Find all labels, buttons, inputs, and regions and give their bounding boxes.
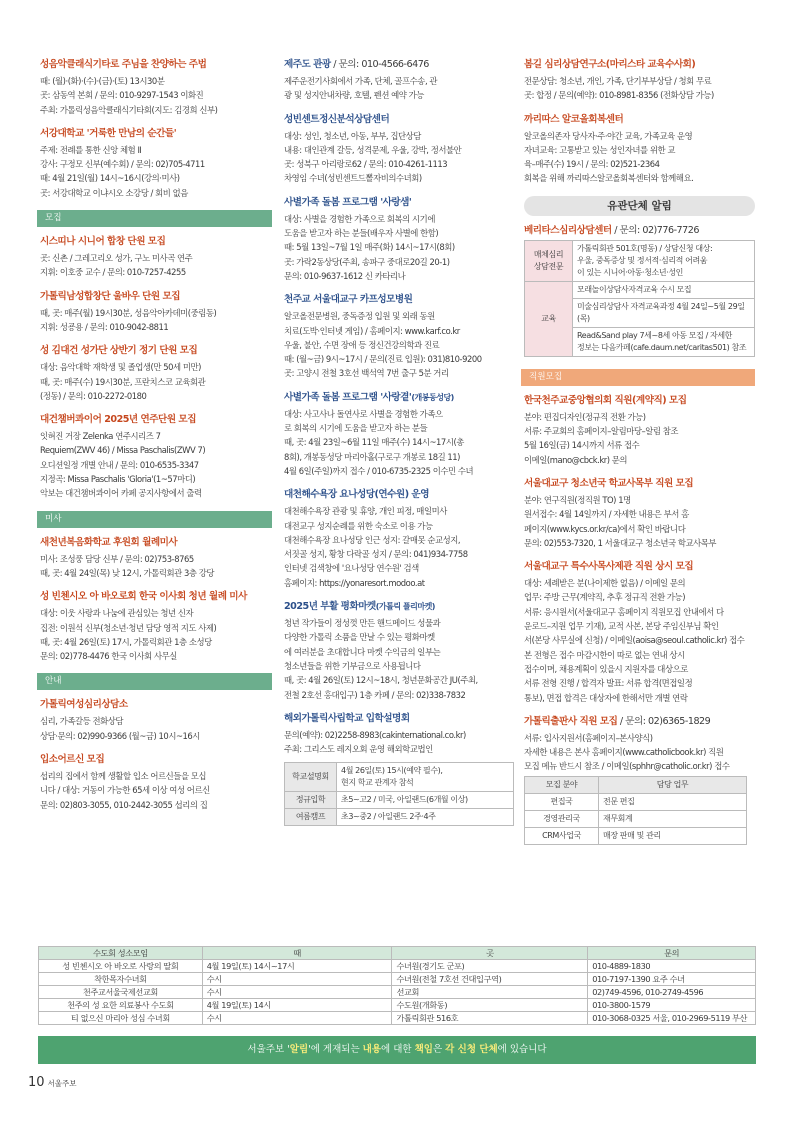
notice-title [40, 235, 272, 249]
table-value [573, 327, 755, 356]
notice-title-text: 새천년복음화학교 후원회 월례미사 [40, 536, 178, 548]
table-header: 때 [202, 947, 392, 960]
table-label: 학교설명회 [285, 763, 337, 792]
table-label: 여름캠프 [285, 809, 337, 826]
table-header-row [39, 947, 756, 960]
notice-item [284, 113, 514, 186]
section-tab: 안내 [37, 673, 272, 690]
notice-title [40, 413, 272, 427]
notice-title-contact: / 문의: 02)776-7726 [611, 224, 699, 236]
notice-line: 제주운전기사회에서 가족, 단체, 골프수송, 관 [284, 76, 438, 86]
notice-title-text: 서강대학교 '거룩한 만남의 순간들' [40, 127, 177, 139]
table-cell: 4월 19일(토) 14시~17시 [202, 960, 392, 973]
notice-title [284, 293, 514, 307]
notice-title-text: 가톨릭여성심리상담소 [40, 699, 128, 711]
notice-title-text: 까리따스 알코올회복센터 [524, 113, 624, 125]
notice-line: 전철 2호선 홍대입구) 1층 카페 / 문의: 02)338-7832 [284, 689, 466, 700]
table-cell: 천주의 성 요한 의료봉사 수도회 [39, 999, 203, 1012]
table-cell: CRM사업국 [525, 827, 599, 844]
notice-title-contact: / 문의: 02)6365-1829 [617, 715, 711, 727]
notice-line: 이메일(mano@cbck.kr) 문의 [524, 454, 628, 465]
notice-line: 지정곡: Missa Paschalis 'Gloria'(1~57마디) [40, 474, 196, 485]
notice-title [284, 196, 514, 210]
notice-item [524, 113, 755, 186]
table-value-line: 우울, 중독증상 및 정서적·심리적 어려움 [577, 255, 708, 265]
notice-item [40, 58, 272, 117]
notice-title-text: 한국천주교중앙협의회 직원(계약직) 모집 [524, 394, 687, 406]
notice-line: 서류: 입사지원서(홈페이지–본사양식) [524, 732, 653, 743]
notice-title [40, 698, 272, 712]
notice-line: 대전교구 성지순례를 위한 숙소로 이용 가능 [284, 520, 433, 531]
table-row [525, 827, 747, 844]
publisher-jobs-table [524, 776, 747, 845]
notice-line: 업무: 주방 근무(계약직, 추후 정규직 전환 가능) [524, 592, 686, 603]
notice-title [524, 715, 755, 729]
table-value-line: 정보는 다음카페(cafe.daum.net/caritas501) 참조 [577, 342, 747, 352]
notice-line: 서류: 응시원서(서울대교구 홈페이지 직원모집 안내에서 다 [524, 606, 724, 617]
notice-line: 5월 16일(금) 14시까지 서류 접수 [524, 440, 640, 451]
table-value-line: 미술심리상담사 자격교육과정 4월 24일~5월 29일 (목) [577, 301, 745, 323]
table-row [525, 793, 747, 810]
table-row [39, 999, 756, 1012]
notice-line: Requiem(ZWV 46) / Missa Paschalis(ZWV 7) [40, 445, 206, 456]
table-cell: 수녀원(전철 7호선 건대입구역) [392, 973, 588, 986]
notice-title-contact: / 문의: 010-4566-6476 [330, 59, 429, 70]
table-cell: 010-3800-1579 [588, 999, 756, 1012]
notice-line: 분야: 편집디자인(정규직 전환 가능) [524, 411, 646, 422]
notice-item [40, 127, 272, 200]
notice-title-text: 서울대교구 특수사목사제관 직원 상시 모집 [524, 561, 694, 573]
notice-line: 지휘: 이호중 교수 / 문의: 010-7257-4255 [40, 267, 186, 278]
notice-item [284, 488, 514, 590]
notice-item [524, 715, 755, 774]
notice-item [284, 391, 514, 478]
notice-line: 대천해수욕장 관광 및 휴양, 개인 피정, 매일미사 [284, 506, 447, 517]
notice-line: 대상: 사별을 경험한 가족으로 회복의 시기에 [284, 213, 435, 224]
notice-line: 문의: 010-9637-1612 신 카타리나 [284, 270, 406, 281]
table-cell: 수녀원(경기도 군포) [392, 960, 588, 973]
table-row [39, 1012, 756, 1025]
notice-line: 자녀교육: 고통받고 있는 성인자녀를 위한 교 [524, 144, 675, 155]
notice-line: 8회), 개봉동성당 마리아홀(구로구 개봉로 18길 11) [284, 451, 461, 462]
notice-line: 대천해수욕장 요나성당 인근 성지: 갈매못 순교성지, [284, 534, 461, 545]
notice-title-text: 사별가족 돌봄 프로그램 '사랑샘' [284, 196, 412, 208]
notice-line: 문의: 02)803-3055, 010-2442-3055 섭리의 집 [40, 799, 208, 810]
notice-item [284, 58, 514, 103]
notice-line: 지휘: 성굥용 / 문의: 010-9042-8811 [40, 321, 169, 332]
notice-line: 오디션일정 개별 안내 / 문의: 010-6535-3347 [40, 459, 199, 470]
table-header: 수도회 성소모임 [39, 947, 203, 960]
table-value [573, 281, 755, 298]
table-row [525, 810, 747, 827]
notice-line: 곳: 고양시 전철 3호선 백석역 7번 출구 5분 거리 [284, 368, 449, 379]
notice-line: 원서접수: 4월 14일까지 / 자세한 내용은 부서 홈 [524, 509, 689, 520]
table-header: 담당 업무 [599, 776, 747, 793]
notice-line: (정동) / 문의: 010-2272-0180 [40, 390, 147, 401]
notice-line: 자세한 내용은 본사 홈페이지(www.catholicbook.kr) 직원 [524, 747, 724, 758]
notice-title-text: 대천해수욕장 요나성당(연수원) 운영 [284, 489, 429, 501]
table-value-line: 초3~중2 / 아일랜드 2주·4주 [341, 812, 436, 822]
notice-line: 4월 6일(주일)까지 접수 / 010-6735-2325 이수민 수녀 [284, 465, 474, 476]
notice-line: 문의: 02)778-4476 한국 이사회 사무실 [40, 651, 177, 662]
notice-line: 서류: 주교회의 홈페이지–알림마당–알림 참조 [524, 426, 679, 437]
notice-line: 본 전형은 접수 마감시한이 따로 없는 연내 상시 [524, 649, 685, 660]
notice-line: 대상: 사고사나 돌연사로 사별을 경험한 가족으 [284, 408, 443, 419]
table-header: 곳 [392, 947, 588, 960]
notice-title-text: 성음악클래식기타로 주님을 찬양하는 주법 [40, 59, 207, 70]
column-middle [284, 58, 514, 826]
table-cell: 4월 19일(토) 14시 [202, 999, 392, 1012]
table-row [525, 240, 755, 281]
notice-item [284, 712, 514, 757]
notice-item [284, 600, 514, 702]
notice-title [524, 224, 755, 238]
notice-line: 치료(도박·인터넷 게임) / 홈페이지: www.karf.co.kr [284, 325, 460, 336]
notice-item [524, 477, 755, 550]
notice-line: 차영임 수녀(성빈센트드뽈자비의수녀회) [284, 173, 422, 184]
notice-line: 미사: 조성풍 담당 신부 / 문의: 02)753-8765 [40, 553, 194, 564]
notice-line: 모집 메뉴 반드시 참조 / 이메일(sphhr@catholic.or.kr) 접수 [524, 761, 730, 772]
notice-line: 페이지(www.kycs.or.kr/ca)에서 확인 바랍니다 [524, 523, 686, 534]
notice-title-text: 대건챔버콰이어 2025년 연주단원 모집 [40, 414, 196, 426]
table-cell: 전문 편집 [599, 793, 747, 810]
table-cell: 02)749-4596, 010-2749-4596 [588, 986, 756, 999]
notice-line: 때, 곳: 매주(월) 19시30분, 성음악아카데미(중림동) [40, 307, 217, 318]
notice-title-text: 2025년 부활 평화마켓 [284, 601, 376, 613]
table-value [337, 792, 514, 809]
page-footer [28, 1075, 77, 1090]
table-cell: 천주교서울국제선교회 [39, 986, 203, 999]
notice-line: 접수이며, 채용계획이 있을시 지원자를 대상으로 [524, 663, 688, 674]
notice-line: 알코올전문병원, 중독증정 입원 및 외래 동원 [284, 311, 435, 322]
notice-line: 알코올의존자 당사자·주·야간 교육, 가족교육 운영 [524, 130, 693, 141]
notice-line: 내용: 대인관계 갈등, 성격문제, 우울, 강박, 정서불안 [284, 144, 462, 155]
notice-line: 대상: 음악대학 재학생 및 졸업생(만 50세 미만) [40, 362, 201, 373]
notice-line: 에 여러분을 초대합니다 마켓 수익금의 일부는 [284, 646, 441, 657]
notice-title [284, 391, 514, 405]
table-row [285, 809, 514, 826]
notice-title [40, 127, 272, 141]
notice-item [524, 560, 755, 705]
section-tab: 모집 [37, 210, 272, 227]
table-value-line: 이 있는 시니어·아동·청소년·성인 [577, 267, 683, 277]
table-row [39, 960, 756, 973]
table-cell: 010-3068-0325 서울, 010-2969-5119 부산 [588, 1012, 756, 1025]
notice-title-text: 성빈센트정신분석상담센터 [284, 113, 390, 125]
notice-line: 곳: 성북구 아리랑로62 / 문의: 010-4261-1113 [284, 159, 448, 170]
notice-line: 문의(예약): 02)2258-8983(cakinternational.co.kr) [284, 729, 466, 740]
notice-title [284, 600, 514, 614]
notice-item [524, 394, 755, 467]
notice-title [40, 290, 272, 304]
notice-line: 인터넷 검색창에 '요나성당 연수원' 검색 [284, 563, 419, 574]
notice-line: 곳: 서강대학교 이냐시오 소강당 / 회비 없음 [40, 187, 188, 198]
notice-line: 때: (월~금) 9시~17시 / 문의(진료 입원): 031)810-9200 [284, 354, 482, 365]
notice-line: 육–매주(수) 19시 / 문의: 02)521-2364 [524, 159, 660, 170]
notice-line: 청년 작가들이 정성껏 만든 핸드메이드 성물과 [284, 618, 441, 629]
table-row [525, 281, 755, 298]
notice-line: 섭리의 집에서 함께 생활할 입소 어르신들을 모십 [40, 771, 207, 782]
table-value-line: 모래놀이상담사자격교육 수시 모집 [577, 284, 692, 294]
notice-line: 때, 곳: 4월 26일(토) 17시, 가톨릭회관 1층 소성당 [40, 636, 212, 647]
notice-line: 때, 곳: 4월 23일~6월 11일 매주(수) 14시~17시(총 [284, 437, 464, 448]
notice-line: 서짓골 성지, 황창 다락골 성지 / 문의: 041)934-7758 [284, 549, 468, 560]
notice-line: 로 회복의 시기에 도움을 받고자 하는 분들 [284, 423, 428, 434]
notice-title-text: 천주교 서울대교구 카프성모병원 [284, 294, 413, 306]
notice-line: 홈페이지: https://yonaresort.modoo.at [284, 577, 425, 588]
notice-title-text: 입소어르신 모집 [40, 754, 105, 766]
table-cell: 010-4889-1830 [588, 960, 756, 973]
school-info-table [284, 762, 514, 826]
notice-line: 곳: 신촌 / 그레고리오 성가, 구노 미사곡 연주 [40, 253, 193, 264]
notice-line: 광 및 성지안내차량, 호텔, 펜션 예약 가능 [284, 90, 424, 101]
notice-line: 곳: 가락2동상당(주최, 송파구 중대로20길 20-1) [284, 256, 450, 267]
table-cell: 수시 [202, 1012, 392, 1025]
notice-line: 서(본당 사무실에 신청) / 이메일(aoisa@seoul.catholic.kr) 접수 [524, 635, 745, 646]
notice-title [524, 394, 755, 408]
notice-line: 잇혀진 거장 Zelenka 연주시리즈 7 [40, 431, 161, 442]
section-tab: 미사 [37, 511, 272, 528]
notice-title-text: 봄길 심리상담연구소(마리스타 교육수사회) [524, 59, 696, 70]
notice-title-text: 성 빈첸시오 아 바오로회 한국 이사회 청년 월례 미사 [40, 591, 247, 603]
notice-title [524, 560, 755, 574]
table-header: 모집 분야 [525, 776, 599, 793]
notice-line: 주제: 전례를 통한 신앙 체험 Ⅱ [40, 144, 142, 155]
notice-item [284, 293, 514, 380]
religious-order-table [38, 946, 756, 1025]
notice-item [40, 753, 272, 812]
table-cell: 수도원(개화동) [392, 999, 588, 1012]
notice-item [40, 290, 272, 335]
notice-line: 대상: 이웃 사랑과 나눔에 관심있는 청년 신자 [40, 608, 194, 619]
notice-title-text: 가톨릭출판사 직원 모집 [524, 715, 618, 727]
table-value-line: 초5~고2 / 미국, 아일랜드(6개월 이상) [341, 795, 468, 805]
notice-title-text: 해외가톨릭사립학교 입학설명회 [284, 712, 410, 724]
notice-title-text: 제주도 관광 [284, 59, 331, 70]
veritas-table [524, 240, 755, 357]
notice-title-text: 베리타스심리상담센터 [524, 224, 612, 236]
table-value-line: 가톨릭회관 501호(명동) / 상담신청 대상: [577, 243, 713, 253]
notice-item [40, 235, 272, 280]
table-value [573, 240, 755, 281]
table-label: 매체심리 상담전문 [525, 240, 573, 281]
notice-line: 우울, 불안, 수면 장애 등 정신건강의학과 진료 [284, 339, 440, 350]
disclaimer-banner: 서울주보 '알림'에 게재되는 내용에 대한 책임은 각 신청 단체에 있습니다 [38, 1036, 756, 1064]
column-left [40, 58, 272, 822]
table-value [573, 298, 755, 327]
table-row [285, 792, 514, 809]
notice-line: 서류 전형 진행 / 합격자 발표: 서류 합격(면접일정 [524, 678, 693, 689]
notice-title [284, 113, 514, 127]
table-label: 정규입학 [285, 792, 337, 809]
notice-item [524, 58, 755, 103]
table-cell: 경영관리국 [525, 810, 599, 827]
notice-title-text: 성 김대건 성가단 상반기 정기 단원 모집 [40, 345, 198, 357]
notice-title [284, 58, 514, 72]
notice-title-note: (개봉동성당) [411, 392, 454, 402]
notice-item [40, 590, 272, 663]
notice-item [40, 344, 272, 403]
notice-line: 도움을 받고자 하는 분들(배우자 사별에 한함) [284, 228, 439, 239]
notice-title-text: 가톨릭남성합창단 울바우 단원 모집 [40, 290, 181, 302]
notice-title [284, 712, 514, 726]
notice-title [40, 536, 272, 550]
table-cell: 수시 [202, 986, 392, 999]
notice-line: 때, 곳: 4월 24일(목) 낮 12시, 가톨릭회관 3층 강당 [40, 567, 215, 578]
notice-line: 집전: 이원석 신부(청소년·청년 담당 영적 지도 사제) [40, 622, 217, 633]
notice-line: 회복을 위해 까리따스알코올회복센터와 함께해요. [524, 173, 694, 184]
notice-title [40, 344, 272, 358]
notice-line: 때: 4월 21일(월) 14시~16시(강의·미사) [40, 173, 180, 184]
section-tab: 직원모집 [521, 369, 755, 386]
notice-title [524, 477, 755, 491]
table-value [337, 809, 514, 826]
table-row [39, 973, 756, 986]
table-cell: 010-7197-1390 요주 수녀 [588, 973, 756, 986]
notice-title [524, 58, 755, 72]
notice-item [40, 536, 272, 581]
column-right [524, 58, 755, 845]
table-cell: 재무회계 [599, 810, 747, 827]
notice-line: 때: (월)·(화)·(수)·(금)·(토) 13시30분 [40, 76, 165, 86]
table-label: 교육 [525, 281, 573, 356]
notice-line: 통보), 면접 합격은 대상자에 한해서만 개별 연락 [524, 692, 688, 703]
page-number: 10 [28, 1075, 45, 1090]
notice-line: 곳: 삼동역 본회 / 문의: 010-9297-1543 이화진 [40, 90, 204, 101]
notice-line: 곳: 합정 / 문의(예약): 010-8981-8356 (전화상담 가능) [524, 90, 714, 101]
table-cell: 매장 판매 및 관리 [599, 827, 747, 844]
notice-line: 대상: 성인, 청소년, 아동, 부부, 집단상담 [284, 130, 421, 141]
table-value-line: Read&Sand play 7세~8세 아동 모집 / 자세한 [577, 330, 732, 340]
notice-title [40, 753, 272, 767]
notice-line: 운로드–지원 업무 기재), 교적 사본, 본당 주임신부님 확인 [524, 621, 719, 632]
notice-line: 전문상담: 청소년, 개인, 가족, 단기부부상담 / 청회 무료 [524, 76, 712, 86]
table-value-line: 현지 학교 관계자 참석 [341, 778, 414, 788]
table-cell: 성 빈첸시오 아 바오로 사랑의 딸회 [39, 960, 203, 973]
notice-line: 청소년들을 위한 기부금으로 사용됩니다 [284, 660, 421, 671]
notice-line: 상담·문의: 02)990-9366 (월~금) 10시~16시 [40, 730, 200, 741]
table-header: 문의 [588, 947, 756, 960]
notice-item [40, 698, 272, 743]
notice-line: 분야: 연구직원(정직원 TO) 1명 [524, 494, 631, 505]
notice-line: 심리, 가족갈등 전화상담 [40, 716, 124, 727]
notice-title [284, 488, 514, 502]
notice-line: 강사: 구정모 신부(예수회) / 문의: 02)705-4711 [40, 159, 205, 170]
notice-title [40, 590, 272, 604]
notice-title-text: 사별가족 돌봄 프로그램 '사랑곁' [284, 391, 412, 403]
table-cell: 선교회 [392, 986, 588, 999]
notice-item [284, 196, 514, 283]
table-row [39, 986, 756, 999]
table-cell: 티 없으신 마리아 성심 수녀회 [39, 1012, 203, 1025]
related-groups-heading: 유관단체 알림 [524, 196, 755, 216]
notice-line: 다양한 가톨릭 소품을 만날 수 있는 평화마켓 [284, 632, 435, 643]
table-cell: 편집국 [525, 793, 599, 810]
notice-line: 때: 5월 13일~7월 1일 매주(화) 14시~17시(8회) [284, 242, 455, 253]
notice-line: 대상: 세례받은 분(나이제한 없음) / 이메일 문의 [524, 578, 686, 589]
notice-line: 악보는 대건챔버콰이어 카페 공지사항에서 출력 [40, 488, 202, 499]
table-cell: 수시 [202, 973, 392, 986]
notice-line: 주최: 가톨릭성음악클래식기타회(지도: 김경희 신부) [40, 104, 218, 115]
table-row [285, 763, 514, 792]
notice-title [40, 58, 272, 72]
notice-line: 니다 / 대상: 거동이 가능한 65세 이상 여성 어르신 [40, 785, 210, 796]
notice-title-text: 시스띠나 시니어 합창 단원 모집 [40, 236, 166, 248]
publication-name: 서울주보 [47, 1079, 77, 1088]
notice-title-text: 서울대교구 청소년국 학교사목부 직원 모집 [524, 477, 694, 489]
notice-line: 주최: 그리스도 레지오회 운영 해외학교법인 [284, 744, 433, 755]
notice-title-note: (가톨릭 플리마켓) [375, 602, 435, 612]
table-value [337, 763, 514, 792]
table-header-row [525, 776, 747, 793]
notice-line: 때, 곳: 4월 26일(토) 12시~18시, 청년문화공간 JU(주최, [284, 675, 478, 686]
table-cell: 가톨릭회관 516호 [392, 1012, 588, 1025]
table-cell: 착한목자수녀회 [39, 973, 203, 986]
notice-line: 때, 곳: 매주(수) 19시30분, 프란치스코 교육회관 [40, 376, 206, 387]
notice-item [40, 413, 272, 500]
table-value-line: 4월 26일(토) 15시(예약 필수), [341, 766, 443, 776]
notice-title [524, 113, 755, 127]
notice-line: 문의: 02)553-7320, 1 서울대교구 청소년국 학교사목부 [524, 537, 717, 548]
